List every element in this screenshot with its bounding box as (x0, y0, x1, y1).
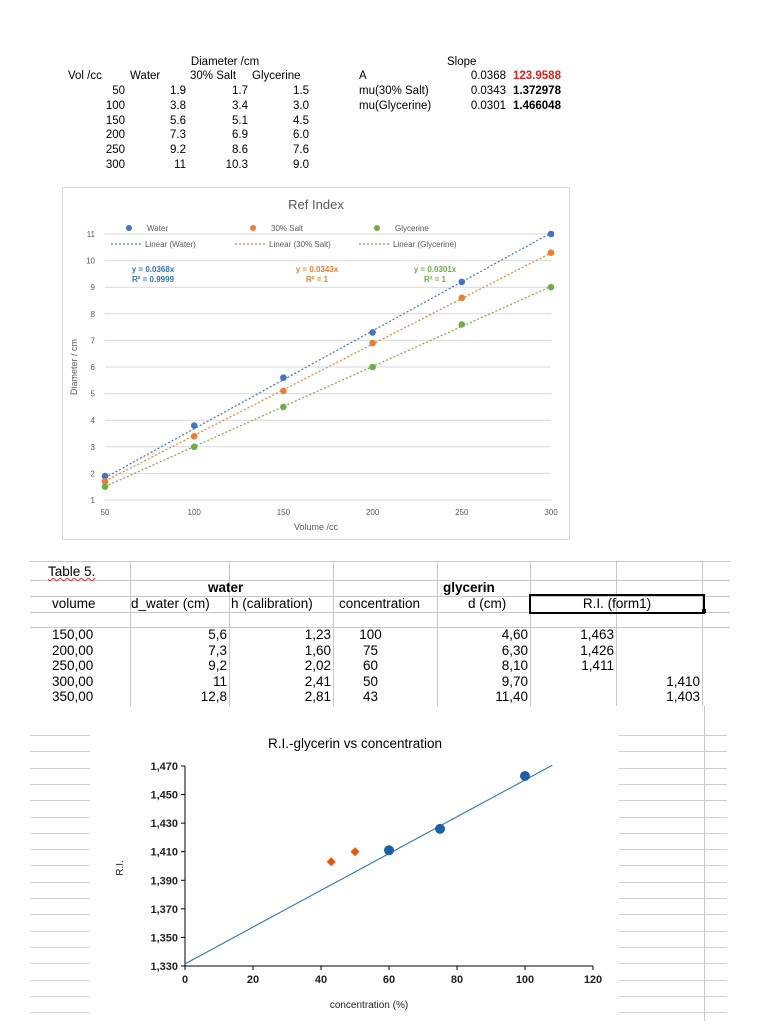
x-tick-label: 150 (276, 508, 291, 517)
sheet-gridline (619, 882, 727, 883)
ref-index-chart-svg (63, 188, 569, 539)
t5-header-concentration: concentration (339, 596, 421, 611)
table5-cell[interactable]: 9,70 (501, 673, 528, 689)
sheet-gridline (30, 914, 90, 915)
col-header-vol: Vol /cc (68, 70, 102, 82)
table5-cell[interactable]: 2,41 (304, 673, 331, 689)
sheet-gridline (30, 1012, 90, 1013)
trend-equation: y = 0.0301x (413, 265, 457, 274)
table-cell: 9.2 (170, 144, 186, 157)
slope-header: Slope (447, 56, 477, 68)
y-tick-label: 10 (86, 256, 95, 266)
t5-header-d: d (cm) (468, 596, 507, 611)
sheet-gridline (704, 706, 705, 1021)
table5-cell[interactable]: 2,02 (304, 658, 331, 674)
data-point (459, 295, 466, 302)
table5-cell[interactable]: 1,411 (581, 658, 614, 674)
y-tick-label: 9 (90, 283, 95, 293)
table5-cell[interactable]: 200,00 (52, 642, 94, 658)
data-point (520, 771, 530, 781)
slope-value: 0.0301 (470, 99, 506, 112)
table5-cell[interactable]: 1,23 (304, 627, 331, 642)
data-point (548, 249, 555, 256)
table-cell: 3.0 (293, 99, 309, 112)
sheet-gridline (30, 817, 90, 818)
legend-label: Water (147, 224, 169, 233)
legend-marker (374, 225, 380, 231)
sheet-gridline (619, 849, 727, 850)
table5-cell[interactable]: 150,00 (52, 627, 94, 642)
table5-cell[interactable]: 5,6 (208, 627, 227, 642)
ri-chart-svg (95, 730, 615, 1020)
slope-value: 0.0343 (470, 84, 506, 97)
y-tick-label: 1,410 (150, 846, 178, 859)
y-tick-label: 1,470 (150, 761, 178, 773)
sheet-gridline (30, 931, 90, 932)
y-tick-label: 7 (90, 336, 95, 346)
coefficient-value: 1.466048 (513, 99, 561, 112)
data-point (191, 433, 198, 440)
table-cell: 1.9 (170, 85, 186, 97)
data-point (435, 824, 445, 834)
y-tick-label: 1 (90, 496, 95, 505)
sheet-gridline (30, 898, 90, 899)
sheet-gridline (30, 735, 90, 736)
trendline (185, 765, 552, 964)
y-tick-label: 5 (90, 389, 95, 399)
x-tick-label: 60 (382, 974, 396, 986)
x-tick-label: 300 (544, 508, 558, 517)
data-point (548, 284, 555, 291)
y-tick-label: 1,450 (150, 789, 178, 802)
slope-row-label: mu(Glycerine) (359, 99, 432, 112)
x-tick-label: 40 (314, 974, 328, 986)
table-cell: 1.5 (293, 85, 309, 97)
table-cell: 11 (174, 159, 186, 171)
table-cell: 7.3 (170, 129, 186, 142)
col-header-water: Water (130, 70, 161, 82)
y-axis-label: Diameter / cm (69, 338, 79, 396)
y-tick-label: 8 (90, 309, 95, 319)
data-point (459, 279, 466, 286)
legend-marker (126, 225, 132, 231)
data-point (280, 404, 287, 411)
table5-cell[interactable]: 43 (362, 689, 379, 705)
sheet-gridline (30, 865, 90, 866)
trend-equation: y = 0.0343x (295, 265, 339, 274)
sheet-gridline (619, 865, 727, 866)
data-point (459, 321, 466, 328)
table-cell: 300 (105, 159, 125, 171)
y-tick-label: 4 (90, 416, 95, 426)
t5-header-volume: volume (52, 596, 96, 611)
table-cell: 50 (112, 85, 125, 97)
sheet-gridline (30, 963, 90, 964)
t5-header-ri-selected-cell[interactable]: R.I. (form1) (529, 594, 705, 614)
x-tick-label: 100 (187, 508, 201, 517)
legend-trend-label: Linear (Water) (145, 240, 196, 249)
y-tick-label: 1,330 (150, 961, 178, 973)
t5-header-h: h (calibration) (231, 596, 313, 611)
table5-cell[interactable]: 4,60 (501, 627, 528, 642)
data-point (369, 329, 376, 336)
data-point (191, 444, 198, 451)
y-tick-label: 6 (90, 363, 95, 372)
r-squared: R² = 1 (305, 275, 329, 284)
table5-cell[interactable]: 7,3 (208, 642, 227, 658)
sheet-gridline (619, 751, 727, 752)
table5-cell[interactable]: 11,40 (495, 689, 528, 705)
r-squared: R² = 1 (423, 275, 447, 284)
x-tick-label: 0 (181, 974, 189, 986)
table5-cell[interactable]: 6,30 (501, 642, 528, 658)
data-point (369, 364, 376, 371)
table5-cell[interactable]: 1,410 (666, 673, 700, 689)
sheet-gridline (619, 931, 727, 932)
table-cell: 6.0 (293, 129, 309, 142)
table-cell: 200 (105, 129, 125, 142)
table-cell: 4.5 (293, 114, 309, 127)
table5-cell[interactable]: 9,2 (208, 658, 227, 674)
table5-cell[interactable]: 50 (362, 673, 379, 689)
sheet-gridline (30, 996, 90, 997)
table-cell: 10.3 (225, 159, 248, 171)
slope-row-label: A (359, 70, 367, 82)
legend-trend-label: Linear (30% Salt) (269, 240, 331, 249)
sheet-gridline (619, 833, 727, 834)
sheet-gridline (619, 980, 727, 981)
x-tick-label: 100 (515, 974, 535, 986)
table-cell: 7.6 (293, 144, 309, 157)
slope-value: 0.0368 (470, 70, 506, 82)
table5-cell[interactable]: 12,8 (200, 689, 227, 705)
table5-cell[interactable]: 1,463 (580, 627, 614, 642)
table5-group-water: water (208, 580, 244, 595)
table5-group-glycerin: glycerin (443, 580, 495, 595)
sheet-gridline (619, 735, 727, 736)
sheet-gridline (619, 768, 727, 769)
sheet-gridline (619, 1012, 727, 1013)
data-point (351, 847, 360, 856)
x-tick-label: 120 (583, 974, 603, 986)
table-cell: 6.9 (232, 129, 248, 142)
r-squared: R² = 0.9999 (131, 275, 175, 284)
sheet-gridline (619, 800, 727, 801)
coefficient-value: 1.372978 (513, 84, 561, 97)
table5-cell[interactable]: 1,403 (666, 689, 700, 705)
slope-row-label: mu(30% Salt) (359, 84, 429, 97)
sheet-gridline (30, 833, 90, 834)
sheet-gridline (30, 947, 90, 948)
ref-index-chart (62, 187, 570, 540)
data-point (327, 857, 336, 866)
table-cell: 3.4 (232, 99, 248, 112)
table5-cell[interactable]: 300,00 (52, 673, 94, 689)
sheet-gridline (30, 784, 90, 785)
table5-cell[interactable]: 75 (362, 642, 379, 658)
legend-marker (250, 225, 256, 231)
data-point (191, 422, 198, 429)
sheet-gridline (30, 768, 90, 769)
legend-label: Glycerine (395, 224, 429, 233)
x-tick-label: 20 (246, 974, 260, 986)
sheet-gridline (619, 947, 727, 948)
chart-title: Ref Index (288, 197, 344, 212)
data-point (102, 483, 109, 490)
t5-header-dwater: d_water (cm) (131, 596, 210, 611)
table-cell: 1.7 (232, 85, 248, 97)
x-tick-label: 200 (365, 508, 380, 517)
table-cell: 150 (105, 114, 125, 127)
sheet-gridline (30, 849, 90, 850)
table-cell: 5.6 (170, 114, 186, 127)
y-axis-label: R.I. (115, 860, 126, 876)
table5-cell[interactable]: 60 (362, 658, 379, 674)
y-tick-label: 2 (90, 469, 95, 479)
data-point (280, 388, 287, 395)
table-cell: 8.6 (232, 144, 248, 157)
table5-cell[interactable]: 100 (359, 627, 382, 642)
sheet-gridline (619, 963, 727, 964)
sheet-gridline (30, 980, 90, 981)
data-point (280, 374, 287, 381)
y-tick-label: 3 (90, 442, 95, 452)
sheet-gridline (30, 751, 90, 752)
data-point (548, 231, 555, 238)
x-axis-label: concentration (%) (329, 1000, 409, 1011)
y-tick-label: 1,350 (150, 932, 178, 945)
diameter-group-header: Diameter /cm (190, 56, 260, 68)
table5-cell[interactable]: 11 (212, 673, 227, 689)
chart-title: R.I.-glycerin vs concentration (267, 736, 443, 751)
table-cell: 250 (105, 144, 125, 157)
sheet-gridline (619, 996, 727, 997)
sheet-gridline (619, 898, 727, 899)
legend-label: 30% Salt (271, 224, 304, 233)
sheet-gridline (30, 800, 90, 801)
table5-cell[interactable]: 1,60 (304, 642, 331, 658)
y-tick-label: 11 (86, 230, 95, 239)
col-header-salt: 30% Salt (190, 70, 237, 82)
table5-cell[interactable]: 2,81 (304, 689, 331, 705)
x-tick-label: 250 (455, 508, 469, 517)
table-cell: 100 (105, 99, 125, 112)
data-point (369, 340, 376, 347)
table-cell: 5.1 (232, 114, 248, 127)
table5-cell[interactable]: 8,10 (501, 658, 528, 674)
coefficient-value: 123.9588 (513, 70, 561, 82)
sheet-gridline (619, 817, 727, 818)
y-tick-label: 1,390 (150, 875, 178, 888)
legend-trend-label: Linear (Glycerine) (393, 240, 457, 249)
sheet-gridline (619, 784, 727, 785)
sheet-gridline (30, 882, 90, 883)
y-tick-label: 1,430 (150, 818, 178, 831)
trend-equation: y = 0.0368x (131, 265, 175, 274)
table-cell: 9.0 (293, 159, 309, 171)
x-tick-label: 50 (100, 508, 110, 517)
col-header-glycerine: Glycerine (252, 70, 301, 82)
x-tick-label: 80 (450, 974, 464, 986)
sheet-gridline (619, 914, 727, 915)
table5-caption: Table 5. (48, 564, 96, 579)
table5-cell[interactable]: 1,426 (580, 642, 614, 658)
data-point (384, 845, 394, 855)
x-axis-label: Volume /cc (293, 522, 339, 532)
table5-cell[interactable]: 350,00 (52, 689, 94, 705)
table-cell: 3.8 (170, 99, 186, 112)
fill-handle[interactable] (702, 609, 706, 613)
y-tick-label: 1,370 (150, 903, 178, 916)
trendline (105, 286, 551, 486)
table5-cell[interactable]: 250,00 (52, 658, 94, 674)
